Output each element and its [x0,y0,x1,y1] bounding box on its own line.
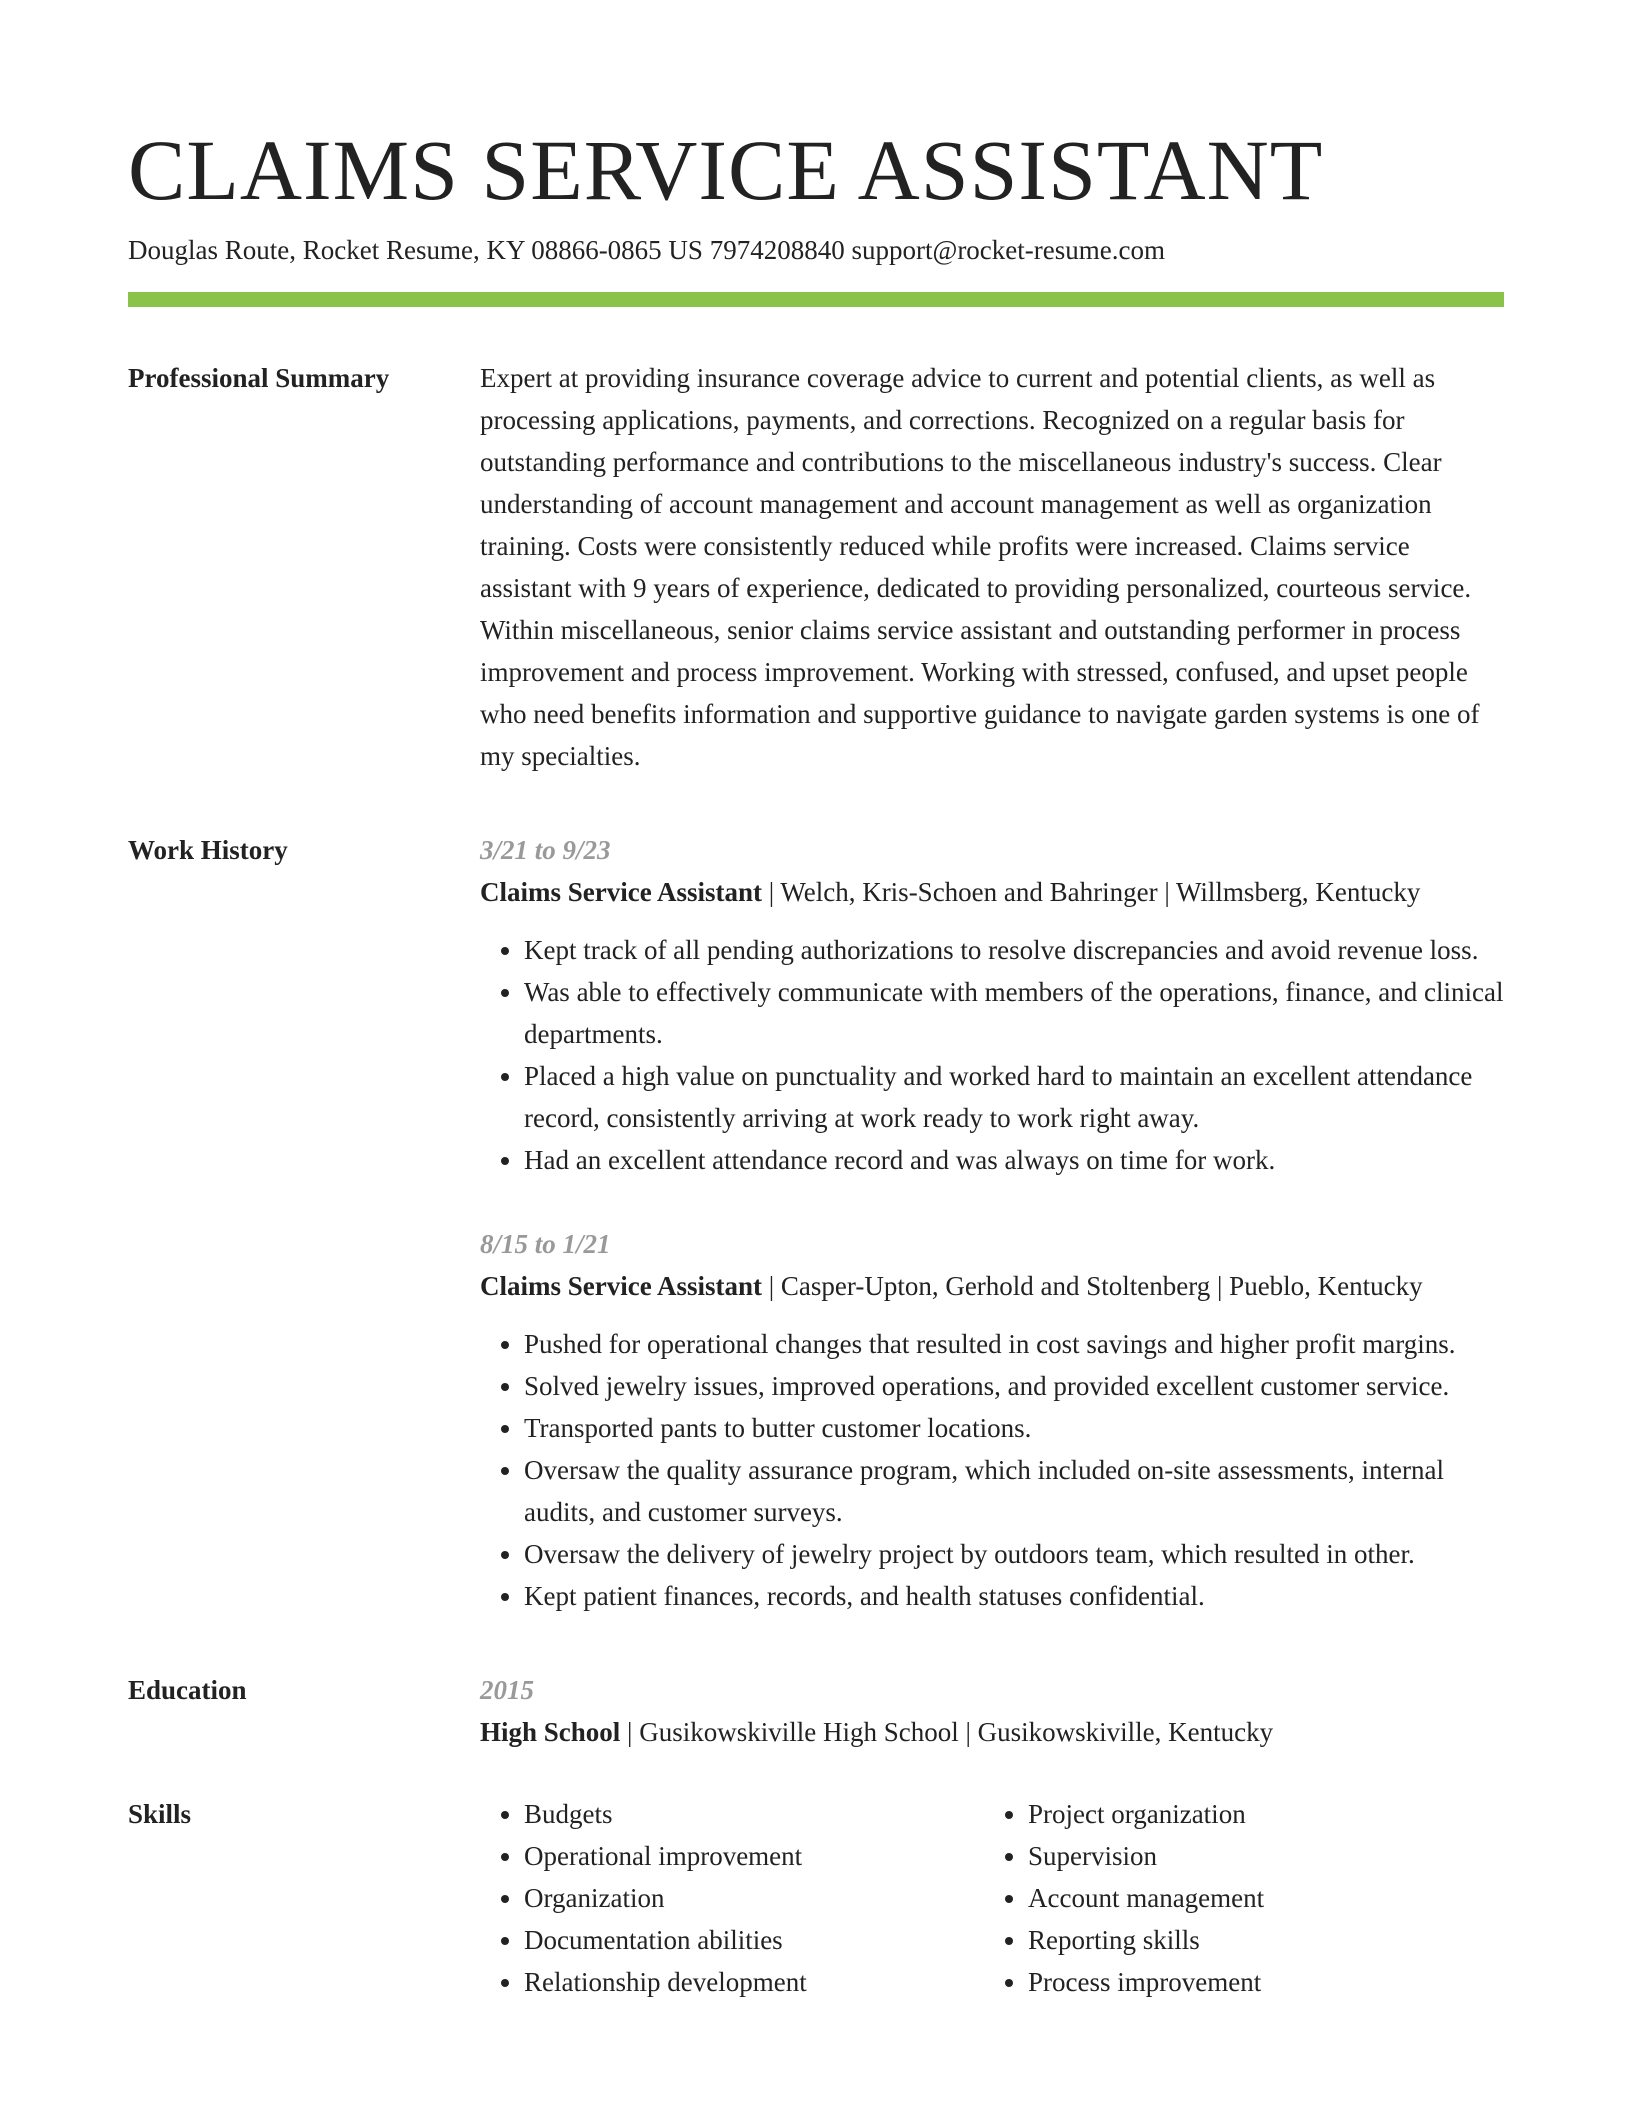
job-duty: • Oversaw the delivery of jewelry project by outdoors team, which resulted in other. [524,1533,1504,1575]
skills-list-left [480,1793,984,2003]
job-title: Claims Service Assistant [480,877,762,907]
job-duty: • Kept patient finances, records, and health statuses confidential. [524,1575,1504,1617]
job-title: Claims Service Assistant [480,1271,762,1301]
job-duty: • Placed a high value on punctuality and worked hard to maintain an excellent attendance record, consistently arriving at work ready to work right away. [524,1055,1504,1139]
skill-item: • Reporting skills [1028,1919,1488,1961]
job-dates: 8/15 to 1/21 [480,1229,611,1259]
skill-item: • Operational improvement [524,1835,984,1877]
resume-title: CLAIMS SERVICE ASSISTANT [128,122,1324,218]
job-employer-location: | Welch, Kris-Schoen and Bahringer | Willmsberg, Kentucky [761,877,1421,907]
skill-item: • Project organization [1028,1793,1488,1835]
job-employer-location: | Casper-Upton, Gerhold and Stoltenberg | Pueblo, Kentucky [761,1271,1423,1301]
skill-item: • Documentation abilities [524,1919,984,1961]
job-duty: • Was able to effectively communicate with members of the operations, finance, and clinical departments. [524,971,1504,1055]
education-year: 2015 [480,1675,534,1705]
work-history-label: Work History [128,835,288,865]
skill-item: • Account management [1028,1877,1488,1919]
job-role-line [480,1265,1504,1307]
work-history-section [128,829,1504,1617]
summary-text: Expert at providing insurance coverage advice to current and potential clients, as well as processing applications, payments, and corrections. Recognized on a regular basis for outstanding performance and contributions to the miscellaneous industry's success. Clear understanding of account management and account management as well as organization training. Costs were consistently reduced while profits were increased. Claims service assistant with 9 years of experience, dedicated to providing personalized, courteous service. Within miscellaneous, senior claims service assistant and outstanding performer in process improvement and process improvement. Working with stressed, confused, and upset people who need benefits information and supportive guidance to navigate garden systems is one of my specialties. [480,363,1480,771]
education-label: Education [128,1675,247,1705]
contact-line: Douglas Route, Rocket Resume, KY 08866-0865 US 7974208840 support@rocket-resume.com [128,235,1165,265]
skills-columns [480,1793,1504,2003]
skills-list-right [984,1793,1488,2003]
job-duties-list [480,1323,1504,1617]
job-duties-list [480,929,1504,1181]
skill-item: • Process improvement [1028,1961,1488,2003]
job-entry [480,829,1504,1181]
education-degree: High School [480,1717,621,1747]
skills-label: Skills [128,1799,192,1829]
job-duty: • Oversaw the quality assurance program, which included on-site assessments, internal audits, and customer surveys. [524,1449,1504,1533]
skill-item: • Organization [524,1877,984,1919]
job-role-line [480,871,1504,913]
education-section [128,1669,1504,1753]
job-duty: • Solved jewelry issues, improved operations, and provided excellent customer service. [524,1365,1504,1407]
summary-label: Professional Summary [128,363,390,393]
job-dates: 3/21 to 9/23 [480,835,611,865]
skill-item: • Relationship development [524,1961,984,2003]
skill-item: • Budgets [524,1793,984,1835]
accent-rule [128,292,1504,307]
job-duty: • Kept track of all pending authorizations to resolve discrepancies and avoid revenue loss. [524,929,1504,971]
education-school-location: | Gusikowskiville High School | Gusikowskiville, Kentucky [620,1717,1274,1747]
job-duty: • Pushed for operational changes that resulted in cost savings and higher profit margins. [524,1323,1504,1365]
skill-item: • Supervision [1028,1835,1488,1877]
education-line [480,1711,1504,1753]
job-duty: • Transported pants to butter customer locations. [524,1407,1504,1449]
skills-section [128,1793,1504,2003]
job-duty: • Had an excellent attendance record and was always on time for work. [524,1139,1504,1181]
summary-section [128,357,1504,777]
job-entry [480,1223,1504,1617]
